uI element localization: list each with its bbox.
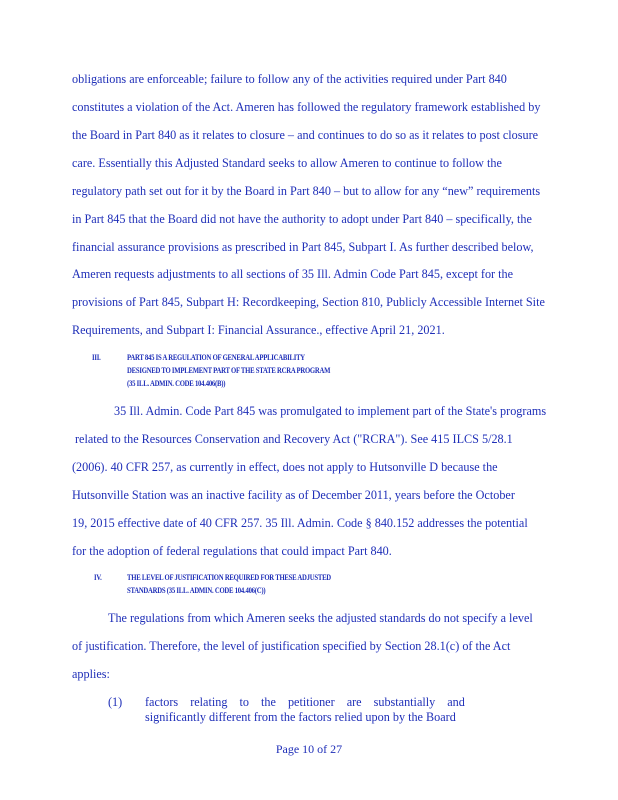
text-line: 35 Ill. Admin. Code Part 845 was promulgated to implement part of the State's programs — [114, 404, 547, 418]
list-marker: (1) — [108, 695, 123, 709]
section-number: IV. — [94, 573, 102, 582]
text-line: regulatory path set out for it by the Board in Part 840 – but to allow for any “new” requirements — [72, 184, 541, 198]
section-heading-line: (35 ILL. ADMIN. CODE 104.406(B)) — [127, 379, 226, 388]
section-heading-line: PART 845 IS A REGULATION OF GENERAL APPLICABILITY — [127, 353, 305, 362]
section-number: III. — [92, 353, 101, 362]
section-heading-line: DESIGNED TO IMPLEMENT PART OF THE STATE RCRA PROGRAM — [127, 366, 331, 375]
text-line: 19, 2015 effective date of 40 CFR 257. 35 Ill. Admin. Code § 840.152 addresses the potential — [72, 516, 528, 530]
section-heading-line: THE LEVEL OF JUSTIFICATION REQUIRED FOR THESE ADJUSTED — [127, 573, 331, 582]
text-line: care. Essentially this Adjusted Standard seeks to allow Ameren to continue to follow the — [72, 156, 502, 170]
text-line: financial assurance provisions as prescribed in Part 845, Subpart I. As further described below, — [72, 240, 534, 254]
text-line: factors relating to the petitioner are substantially and — [145, 695, 465, 709]
text-line: provisions of Part 845, Subpart H: Recordkeeping, Section 810, Publicly Accessible Internet Site — [72, 295, 545, 309]
text-line: Requirements, and Subpart I: Financial Assurance., effective April 21, 2021. — [72, 323, 445, 337]
text-line: related to the Resources Conservation and Recovery Act ("RCRA"). See 415 ILCS 5/28.1 — [75, 432, 513, 446]
text-line: Ameren requests adjustments to all sections of 35 Ill. Admin Code Part 845, except for the — [72, 267, 514, 281]
text-line: applies: — [72, 667, 110, 681]
text-line: Hutsonville Station was an inactive facility as of December 2011, years before the October — [72, 488, 515, 502]
text-line: in Part 845 that the Board did not have the authority to adopt under Part 840 – specifically, the — [72, 212, 532, 226]
text-line: significantly different from the factors relied upon by the Board — [145, 710, 456, 724]
text-line: The regulations from which Ameren seeks the adjusted standards do not specify a level — [108, 611, 533, 625]
text-line: constitutes a violation of the Act. Ameren has followed the regulatory framework established by — [72, 100, 541, 114]
text-line: the Board in Part 840 as it relates to closure – and continues to do so as it relates to post closure — [72, 128, 539, 142]
text-line: obligations are enforceable; failure to follow any of the activities required under Part 840 — [72, 72, 507, 86]
text-line: (2006). 40 CFR 257, as currently in effect, does not apply to Hutsonville D because the — [72, 460, 498, 474]
text-line: for the adoption of federal regulations that could impact Part 840. — [72, 544, 392, 558]
section-heading-line: STANDARDS (35 ILL. ADMIN. CODE 104.406(C)) — [127, 586, 266, 595]
page-number: Page 10 of 27 — [275, 742, 343, 756]
text-line: of justification. Therefore, the level of justification specified by Section 28.1(c) of the Act — [72, 639, 511, 653]
